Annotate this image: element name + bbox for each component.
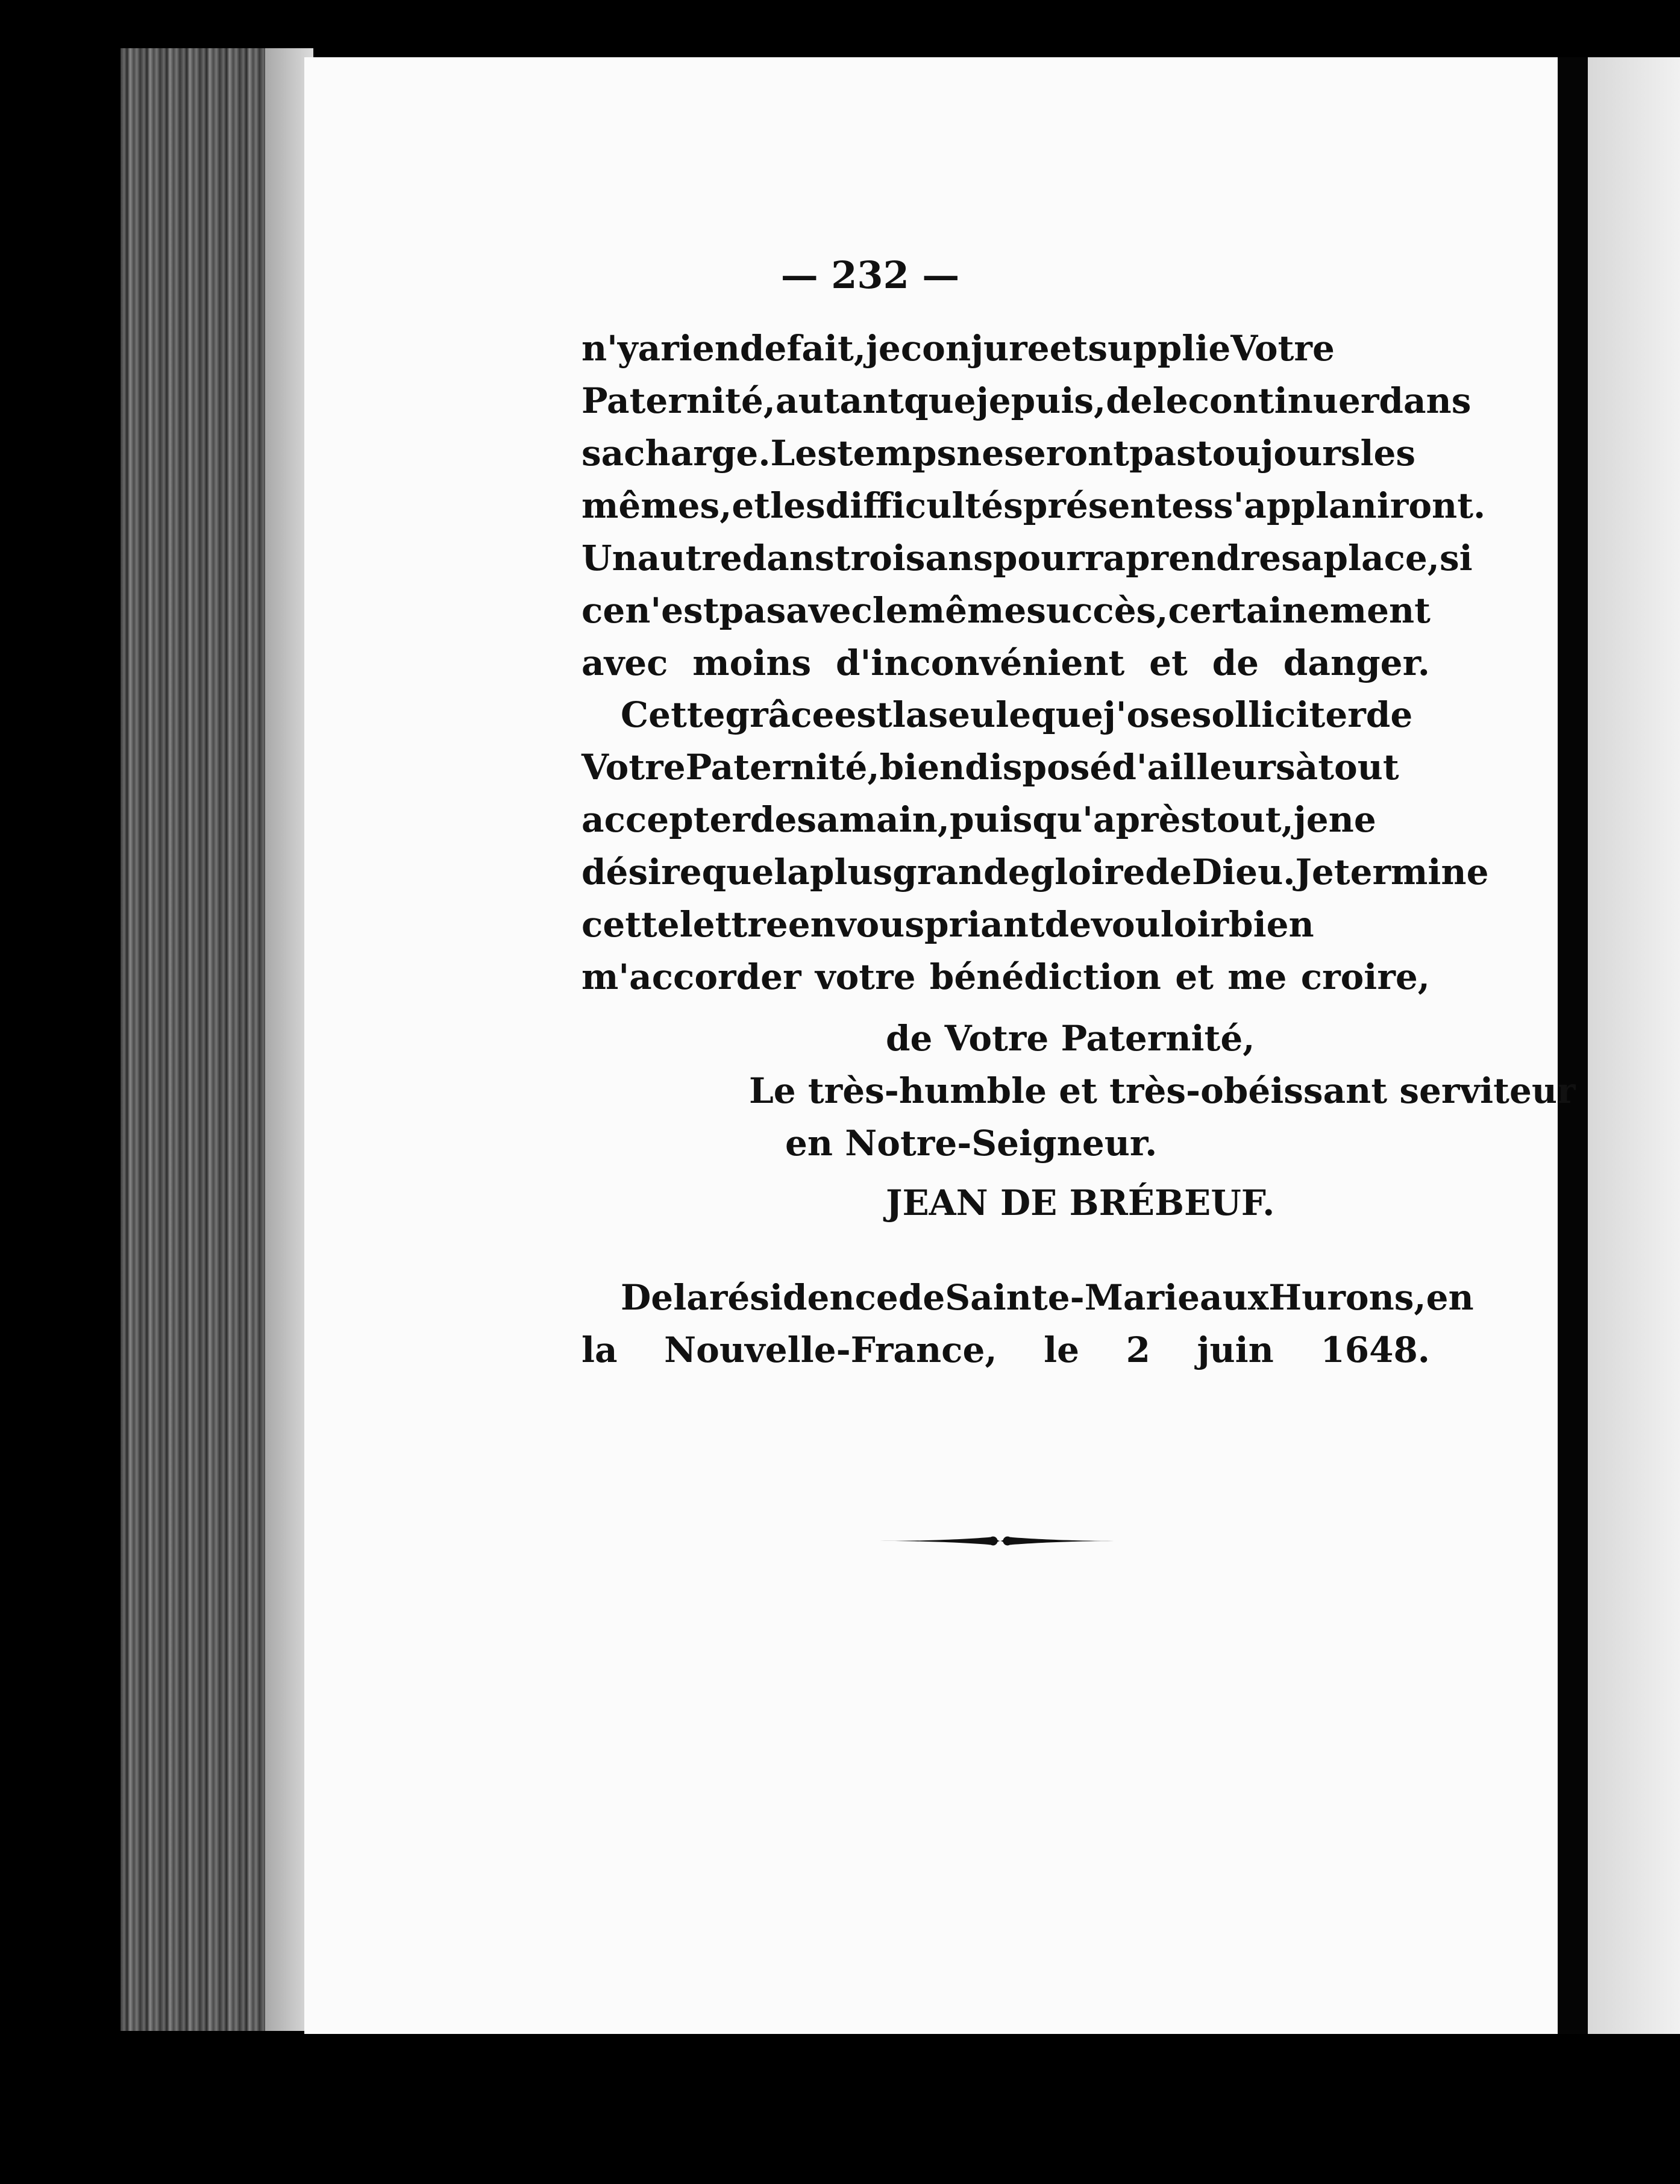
- word: seront: [1004, 433, 1129, 474]
- word: aux: [1200, 1277, 1269, 1318]
- word: sa: [581, 433, 624, 474]
- dateline-line: [581, 1272, 1474, 1324]
- word: pas: [719, 590, 786, 631]
- word: de: [1145, 852, 1192, 893]
- word: puis,: [1011, 380, 1106, 421]
- word: Les: [770, 433, 837, 474]
- word: grâce: [725, 694, 835, 735]
- paragraph-line: [581, 899, 1430, 951]
- word: sa: [1281, 538, 1324, 579]
- word: Dieu.: [1191, 852, 1296, 893]
- word: puisqu'après: [949, 799, 1201, 840]
- word: fait,: [786, 328, 866, 369]
- word: j'ose: [1103, 694, 1192, 735]
- word: si: [1439, 538, 1473, 579]
- paragraph-line: [581, 427, 1430, 480]
- word: que: [1031, 694, 1103, 735]
- word: présentes: [1023, 485, 1214, 526]
- word: bien: [879, 747, 965, 788]
- word: rien: [660, 328, 740, 369]
- word: pourra: [992, 538, 1126, 579]
- word: je: [865, 328, 901, 369]
- word: Un: [581, 538, 638, 579]
- word: charge.: [624, 433, 771, 474]
- word: priant: [924, 904, 1045, 945]
- closing-line: Le très-humble et très-obéissant serviteur: [749, 1070, 1576, 1111]
- word: supplie: [1088, 328, 1231, 369]
- word: s'applaniront.: [1213, 485, 1486, 526]
- dateline-line: la Nouvelle-France, le 2 juin 1648.: [581, 1329, 1430, 1370]
- word: tout: [1318, 747, 1399, 788]
- word: avec: [786, 590, 873, 631]
- word: que: [904, 380, 976, 421]
- word: ans: [925, 538, 993, 579]
- word: De: [621, 1277, 674, 1318]
- word: cette: [581, 904, 680, 945]
- next-page-edge: [1588, 57, 1680, 2034]
- word: n'y: [581, 328, 638, 369]
- word: désire: [581, 852, 702, 893]
- word: dans: [742, 538, 835, 579]
- word: ce: [581, 590, 625, 631]
- word: le: [872, 590, 908, 631]
- word: Hurons,: [1268, 1277, 1426, 1318]
- word: la: [892, 694, 929, 735]
- word: la: [673, 1277, 709, 1318]
- paragraph-1: [581, 322, 1486, 689]
- word: en: [788, 904, 836, 945]
- word: de: [750, 799, 797, 840]
- word: autant: [775, 380, 904, 421]
- paragraph-line: [581, 480, 1486, 532]
- word: Je: [1295, 852, 1334, 893]
- word: même: [907, 590, 1027, 631]
- signature: JEAN DE BRÉBEUF.: [886, 1182, 1275, 1223]
- word: bien: [1229, 904, 1314, 945]
- word: vouloir: [1091, 904, 1229, 945]
- paragraph-line: [581, 322, 1430, 375]
- word: ne: [1328, 799, 1376, 840]
- paragraph-last-line: m'accorder votre bénédiction et me croire,: [581, 956, 1430, 997]
- closing-line: en Notre-Seigneur.: [785, 1123, 1158, 1164]
- word: disposé: [965, 747, 1112, 788]
- word: de: [1044, 904, 1092, 945]
- paragraph-line: [581, 585, 1430, 637]
- word: certainement: [1168, 590, 1431, 631]
- word: continuer: [1188, 380, 1379, 421]
- word: termine: [1334, 852, 1489, 893]
- word: vous: [835, 904, 924, 945]
- word: ne: [956, 433, 1005, 474]
- word: Sainte-Marie: [945, 1277, 1200, 1318]
- word: dans: [1379, 380, 1472, 421]
- word: à: [1295, 747, 1318, 788]
- word: résidence: [709, 1277, 898, 1318]
- word: conjure: [900, 328, 1050, 369]
- word: les: [770, 485, 826, 526]
- word: de: [1365, 694, 1413, 735]
- word: d'ailleurs: [1112, 747, 1296, 788]
- word: succès,: [1026, 590, 1168, 631]
- paragraph-line: [581, 532, 1473, 585]
- word: en: [1426, 1277, 1474, 1318]
- word: mêmes,: [581, 485, 732, 526]
- word: gloire: [1030, 852, 1146, 893]
- word: place,: [1323, 538, 1440, 579]
- word: autre: [637, 538, 742, 579]
- word: Votre: [581, 747, 686, 788]
- word: n'est: [625, 590, 719, 631]
- word: prendre: [1125, 538, 1282, 579]
- dateline: [581, 1272, 1474, 1376]
- word: toujours: [1196, 433, 1361, 474]
- word: sa: [797, 799, 839, 840]
- word: solliciter: [1191, 694, 1366, 735]
- word: difficultés: [825, 485, 1023, 526]
- word: lettre: [679, 904, 788, 945]
- closing-line: de Votre Paternité,: [886, 1018, 1255, 1059]
- paragraph-line: [581, 689, 1430, 741]
- word: la: [774, 852, 810, 893]
- word: grande: [892, 852, 1030, 893]
- word: de: [1106, 380, 1153, 421]
- word: tout,: [1200, 799, 1294, 840]
- word: Cette: [621, 694, 726, 735]
- word: je: [976, 380, 1011, 421]
- paragraph-last-line: avec moins d'inconvénient et de danger.: [581, 642, 1430, 683]
- paragraph-line: [581, 375, 1472, 427]
- word: a: [638, 328, 661, 369]
- word: Paternité,: [685, 747, 880, 788]
- ornament-divider: [880, 1534, 1121, 1548]
- word: et: [732, 485, 771, 526]
- word: que: [701, 852, 774, 893]
- word: je: [1293, 799, 1329, 840]
- word: plus: [809, 852, 893, 893]
- book-page-edges: [121, 48, 313, 2031]
- word: le: [1152, 380, 1188, 421]
- word: est: [834, 694, 892, 735]
- word: et: [1049, 328, 1088, 369]
- word: de: [739, 328, 787, 369]
- paragraph-line: [581, 741, 1430, 794]
- paragraph-line: [581, 794, 1430, 846]
- word: pas: [1129, 433, 1196, 474]
- word: Paternité,: [581, 380, 776, 421]
- word: seule: [928, 694, 1032, 735]
- paragraph-2: [581, 689, 1489, 1003]
- word: accepter: [581, 799, 750, 840]
- word: Votre: [1230, 328, 1335, 369]
- word: trois: [834, 538, 926, 579]
- word: temps: [836, 433, 957, 474]
- word: main,: [839, 799, 950, 840]
- gutter-shadow: [1558, 57, 1588, 2034]
- word: les: [1360, 433, 1416, 474]
- word: de: [898, 1277, 945, 1318]
- page-number: — 232 —: [780, 253, 960, 297]
- paragraph-line: [581, 846, 1489, 899]
